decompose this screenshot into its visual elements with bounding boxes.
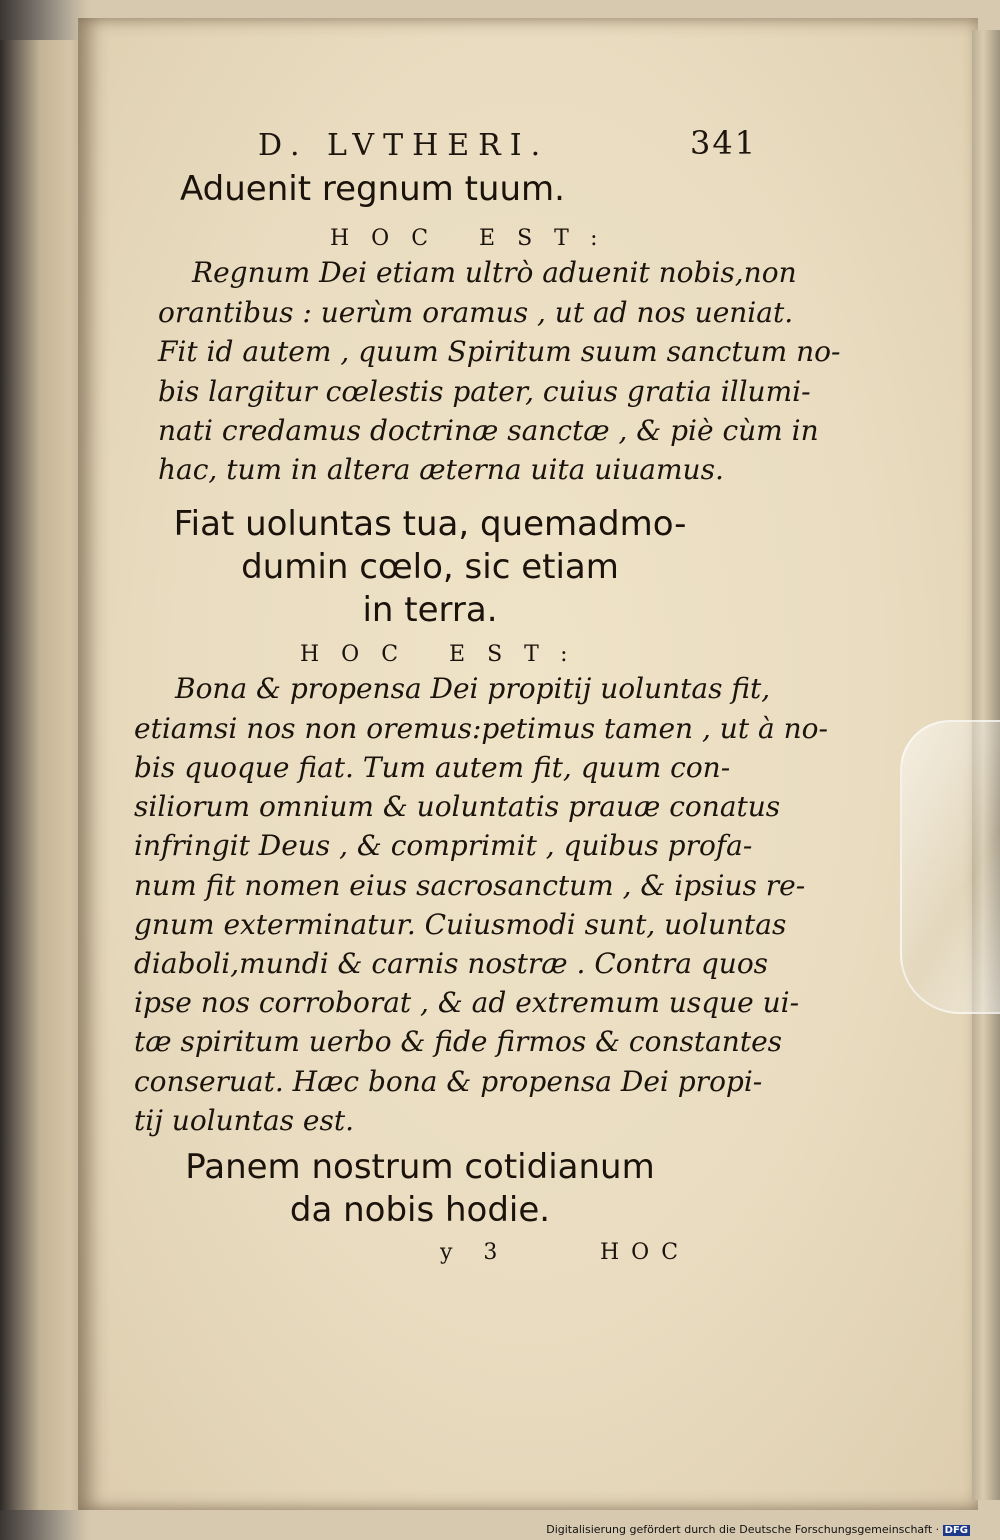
text-line: Regnum Dei etiam ultrò aduenit nobis,non (192, 256, 797, 289)
text-line: orantibus : uerùm oramus , ut ad nos ueniat. (158, 296, 794, 329)
page-holder-clip (900, 720, 1000, 1014)
section-heading: in terra. (362, 590, 498, 630)
text-line: bis largitur cœlestis pater, cuius gratia illumi- (158, 375, 811, 408)
text-line: num fit nomen eius sacrosanctum , & ipsius re- (134, 869, 806, 902)
text-line: etiamsi nos non oremus:petimus tamen , ut à no- (134, 712, 828, 745)
text-line: ipse nos corroborat , & ad extremum usque ui- (134, 986, 800, 1019)
text-line: Bona & propensa Dei propitij uoluntas fit, (175, 672, 771, 705)
text-line: gnum exterminatur. Cuiusmodi sunt, uoluntas (134, 908, 787, 941)
page-number: 341 (690, 124, 758, 162)
text-line: Fit id autem , quum Spiritum suum sanctum no- (158, 335, 841, 368)
text-line: hac, tum in altera æterna uita uiuamus. (158, 453, 724, 486)
section-heading: Aduenit regnum tuum. (180, 169, 565, 209)
text-line: siliorum omnium & uoluntatis prauæ conatus (134, 790, 781, 823)
credit-text: Digitalisierung gefördert durch die Deutsche Forschungsgemeinschaft · (546, 1523, 940, 1536)
catchword: HOC (600, 1240, 691, 1265)
text-line: diaboli,mundi & carnis nostræ . Contra quos (134, 947, 769, 980)
text-line: conseruat. Hæc bona & propensa Dei propi- (134, 1065, 763, 1098)
text-line: tij uoluntas est. (134, 1104, 355, 1137)
hoc-est-label: HOC EST: (300, 642, 590, 667)
hoc-est-label: HOC EST: (330, 226, 620, 251)
section-heading: dumin cœlo, sic etiam (241, 547, 619, 587)
section-heading: Panem nostrum cotidianum (185, 1147, 655, 1187)
text-line: bis quoque fiat. Tum autem fit, quum con- (134, 751, 731, 784)
running-header: D. LVTHERI. (258, 128, 550, 163)
signature-mark: y 3 (440, 1240, 510, 1265)
digitization-credit (546, 1523, 970, 1536)
left-facing-page (0, 40, 90, 1510)
text-line: nati credamus doctrinæ sanctæ , & piè cùm in (158, 414, 819, 447)
section-heading: da nobis hodie. (289, 1190, 551, 1230)
dfg-logo: DFG (944, 1525, 968, 1536)
text-line: infringit Deus , & comprimit , quibus profa- (134, 829, 753, 862)
text-line: tæ spiritum uerbo & fide firmos & constantes (134, 1025, 783, 1058)
section-heading: Fiat uoluntas tua, quemadmo- (173, 504, 687, 544)
